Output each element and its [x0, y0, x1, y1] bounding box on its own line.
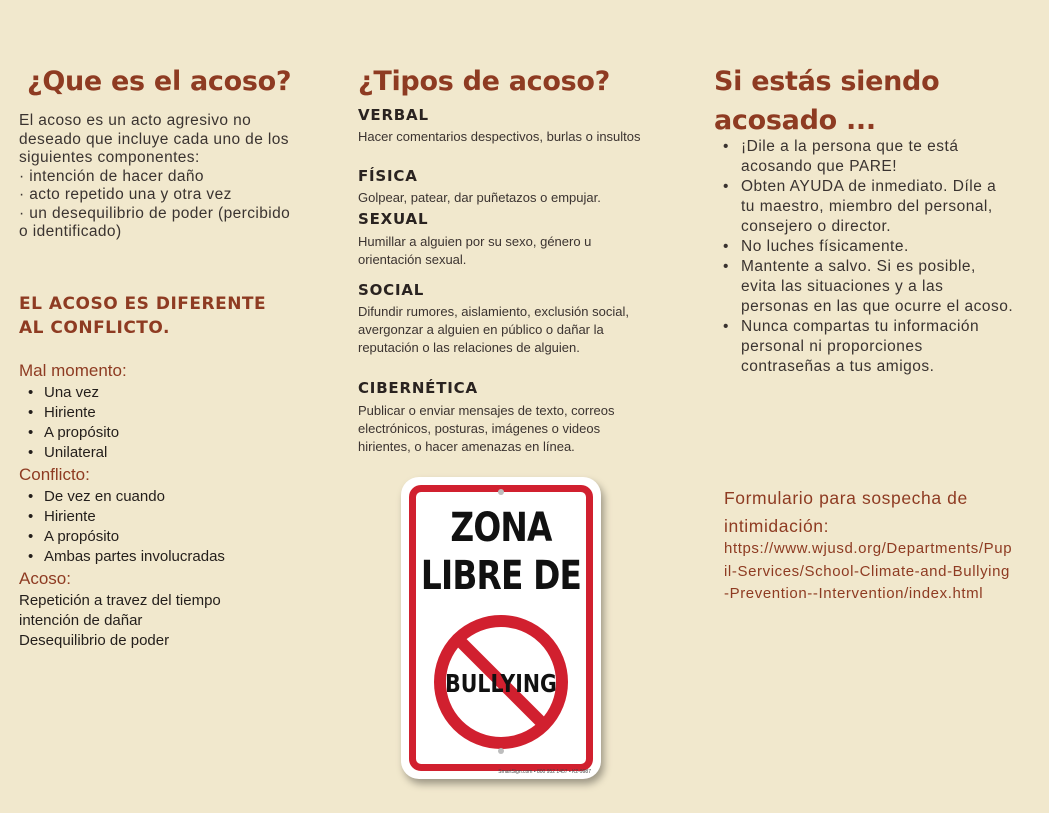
- intro-line: · intención de hacer daño: [19, 167, 204, 185]
- bullying-free-zone-sign: [401, 477, 601, 779]
- bullying-line: intención de dañar: [19, 612, 143, 629]
- tip-item: • ¡Dile a la persona que te está acosando que PARE!: [714, 137, 1014, 177]
- difference-heading-line: AL CONFLICTO.: [19, 318, 170, 338]
- type-physical-text: Golpear, patear, dar puñetazos o empujar.: [358, 190, 601, 205]
- intro-line: o identificado): [19, 223, 122, 240]
- list-item: • Hiriente: [19, 507, 225, 527]
- type-sexual-text: Humillar a alguien por su sexo, género u orientación sexual.: [358, 234, 592, 267]
- list-item: • De vez en cuando: [19, 487, 225, 507]
- if-bullied-title-line2: acosado ...: [714, 105, 876, 136]
- intro-text: [19, 112, 339, 242]
- difference-heading-line: EL ACOSO ES DIFERENTE: [19, 294, 267, 314]
- list-item: • A propósito: [19, 527, 225, 547]
- list-item: • Ambas partes involucradas: [19, 547, 225, 567]
- sign-fineprint: SmartSign.com • 800 952 1457 • K2-9987: [498, 769, 591, 775]
- what-is-bullying-title: ¿Que es el acoso?: [27, 66, 292, 97]
- sign-line-libre: LIBRE DE: [420, 553, 582, 599]
- type-sexual-heading: SEXUAL: [358, 210, 429, 228]
- tips-list: [714, 137, 1014, 377]
- intro-line: El acoso es un acto agresivo no: [19, 112, 252, 129]
- tip-item: • No luches físicamente.: [714, 237, 1014, 257]
- report-form-title: Formulario para sospecha de intimidación:: [724, 488, 968, 536]
- conflict-label: Conflicto:: [19, 465, 90, 484]
- intro-line: · acto repetido una y otra vez: [19, 186, 232, 203]
- list-item: • Unilateral: [19, 443, 119, 463]
- type-cyber-heading: CIBERNÉTICA: [358, 379, 478, 397]
- list-item: • Una vez: [19, 383, 119, 403]
- intro-line: siguientes componentes:: [19, 149, 200, 166]
- bullying-line: Repetición a travez del tiempo: [19, 592, 221, 609]
- screw-icon: [498, 748, 504, 754]
- tip-item: • Obten AYUDA de inmediato. Díle a tu maestro, miembro del personal, consejero o director.: [714, 177, 1014, 237]
- screw-icon: [498, 489, 504, 495]
- no-symbol-icon: [432, 613, 570, 751]
- type-verbal-heading: VERBAL: [358, 106, 429, 124]
- bullying-label: Acoso:: [19, 569, 71, 588]
- sign-line-bullying: BULLYING: [445, 670, 557, 699]
- difference-heading: [19, 292, 266, 340]
- bad-moment-list: [19, 383, 119, 463]
- type-social-heading: SOCIAL: [358, 281, 425, 299]
- tip-item: • Nunca compartas tu información personal ni proporciones contraseñas a tus amigos.: [714, 317, 1014, 377]
- bullying-line: Desequilibrio de poder: [19, 632, 170, 649]
- intro-line: · un desequilibrio de poder (percibido: [19, 204, 291, 222]
- if-bullied-title-line1: Si estás siendo: [714, 66, 940, 97]
- bullying-lines: [19, 591, 221, 651]
- list-item: • A propósito: [19, 423, 119, 443]
- intro-line: deseado que incluye cada uno de los: [19, 130, 289, 148]
- sign-line-zona: ZONA: [450, 505, 552, 551]
- types-title: ¿Tipos de acoso?: [358, 66, 610, 97]
- type-cyber-text: Publicar o enviar mensajes de texto, correos electrónicos, posturas, imágenes o videos hirientes, o hacer amenazas en línea.: [358, 403, 615, 454]
- bad-moment-label: Mal momento:: [19, 361, 127, 380]
- tip-item: • Mantente a salvo. Si es posible, evita las situaciones y a las personas en las que ocurre el acoso.: [714, 257, 1014, 317]
- report-form-link[interactable]: https://www.wjusd.org/Departments/Pupil-Services/School-Climate-and-Bullying-Prevention--Intervention/index.html: [724, 540, 1013, 602]
- type-physical-heading: FÍSICA: [358, 167, 418, 185]
- conflict-list: [19, 487, 225, 567]
- type-social-text: Difundir rumores, aislamiento, exclusión social, avergonzar a alguien en público o dañar la reputación o las relaciones de alguien.: [358, 304, 629, 355]
- type-verbal-text: Hacer comentarios despectivos, burlas o insultos: [358, 129, 641, 144]
- list-item: • Hiriente: [19, 403, 119, 423]
